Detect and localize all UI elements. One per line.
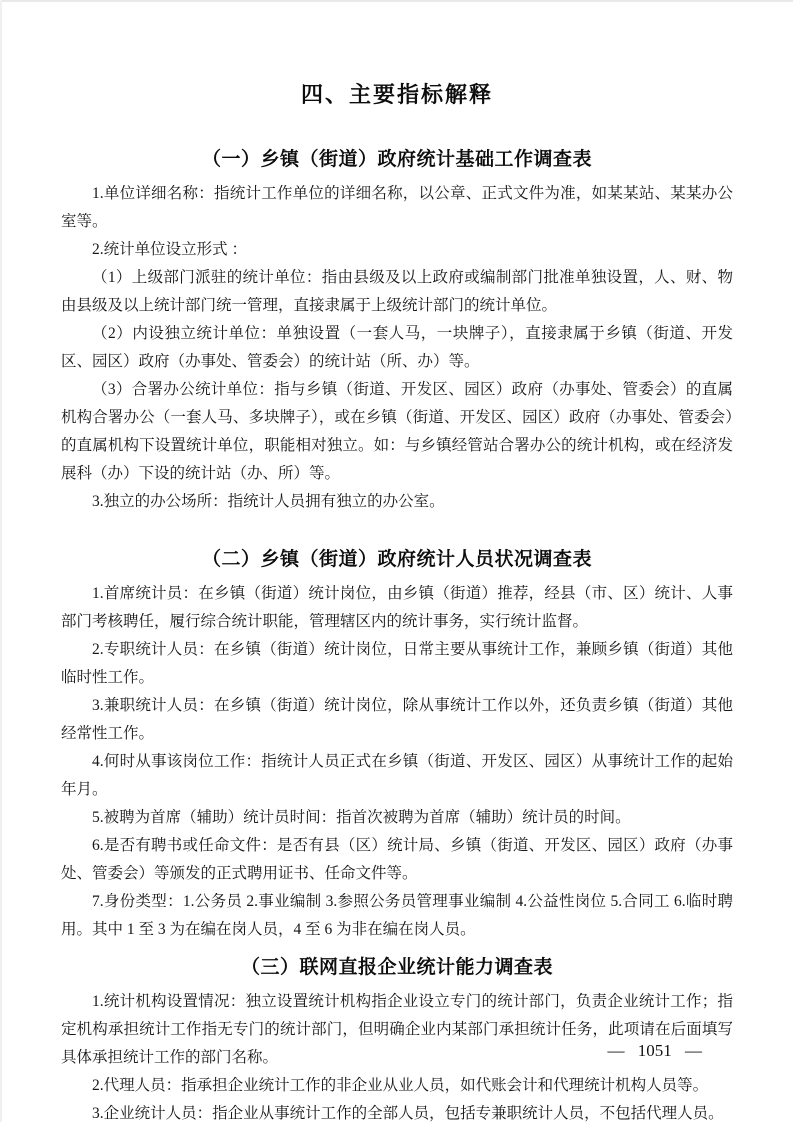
paragraph: 1.单位详细名称：指统计工作单位的详细名称，以公章、正式文件为准，如某某站、某某办公室等。 [61, 185, 733, 230]
section-personnel-survey [61, 546, 733, 944]
section-heading: （一）乡镇（街道）政府统计基础工作调查表 [201, 149, 592, 170]
paragraph: 1.统计机构设置情况：独立设置统计机构指企业设立专门的统计部门，负责企业统计工作；指定机构承担统计工作指无专门的统计部门，但明确企业内某部门承担统计任务，此项请在后面填写具体承担统计工作的部门名称。 [61, 993, 733, 1066]
paragraph: （2）内设独立统计单位：单独设置（一套人马，一块牌子），直接隶属于乡镇（街道、开发区、园区）政府（办事处、管委会）的统计站（所、办）等。 [61, 325, 733, 370]
paragraph: 2.代理人员：指承担企业统计工作的非企业从业人员，如代账会计和代理统计机构人员等。 [92, 1077, 709, 1094]
page-content [61, 0, 733, 1122]
paragraph: （1）上级部门派驻的统计单位：指由县级及以上政府或编制部门批准单独设置，人、财、物由县级及以上统计部门统一管理，直接隶属于上级统计部门的统计单位。 [61, 269, 733, 314]
paragraph: 7.身份类型：1.公务员 2.事业编制 3.参照公务员管理事业编制 4.公益性岗位 5.合同工 6.临时聘用。其中 1 至 3 为在编在岗人员，4 至 6 为非在编在岗人员。 [61, 893, 733, 938]
paragraph: 3.兼职统计人员：在乡镇（街道）统计岗位，除从事统计工作以外，还负责乡镇（街道）其他经常性工作。 [61, 697, 733, 742]
paragraph: 2.专职统计人员：在乡镇（街道）统计岗位，日常主要从事统计工作，兼顾乡镇（街道）其他临时性工作。 [61, 641, 733, 686]
scan-edge-left [0, 0, 2, 1122]
section-heading: （二）乡镇（街道）政府统计人员状况调查表 [201, 549, 592, 570]
page-title: 四、主要指标解释 [300, 82, 493, 107]
page-number: — 1051 — [607, 1041, 702, 1060]
paragraph: 4.何时从事该岗位工作：指统计人员正式在乡镇（街道、开发区、园区）从事统计工作的起始年月。 [61, 753, 733, 798]
paragraph: 1.首席统计员：在乡镇（街道）统计岗位，由乡镇（街道）推荐，经县（市、区）统计、人事部门考核聘任，履行综合统计职能，管理辖区内的统计事务，实行统计监督。 [61, 585, 733, 630]
paragraph: 3.企业统计人员：指企业从事统计工作的全部人员，包括专兼职统计人员，不包括代理人员。 [92, 1105, 724, 1122]
paragraph: 6.是否有聘书或任命文件：是否有县（区）统计局、乡镇（街道、开发区、园区）政府（办事处、管委会）等颁发的正式聘用证书、任命文件等。 [61, 837, 733, 882]
paragraph: （3）合署办公统计单位：指与乡镇（街道、开发区、园区）政府（办事处、管委会）的直属机构合署办公（一套人马、多块牌子），或在乡镇（街道、开发区、园区）政府（办事处、管委会）的直属机构下设置统计单位，职能相对独立。如：与乡镇经管站合署办公的统计机构，或在经济发展科（办）下设的统计站（办、所）等。 [61, 381, 733, 482]
paragraph: 5.被聘为首席（辅助）统计员时间：指首次被聘为首席（辅助）统计员的时间。 [92, 809, 631, 826]
section-basic-work-survey [61, 146, 733, 516]
section-heading: （三）联网直报企业统计能力调查表 [240, 957, 553, 978]
paragraph: 2.统计单位设立形式 ： [92, 241, 248, 258]
paragraph: 3.独立的办公场所：指统计人员拥有独立的办公室。 [92, 493, 445, 510]
section-enterprise-capacity-survey [61, 954, 733, 1122]
